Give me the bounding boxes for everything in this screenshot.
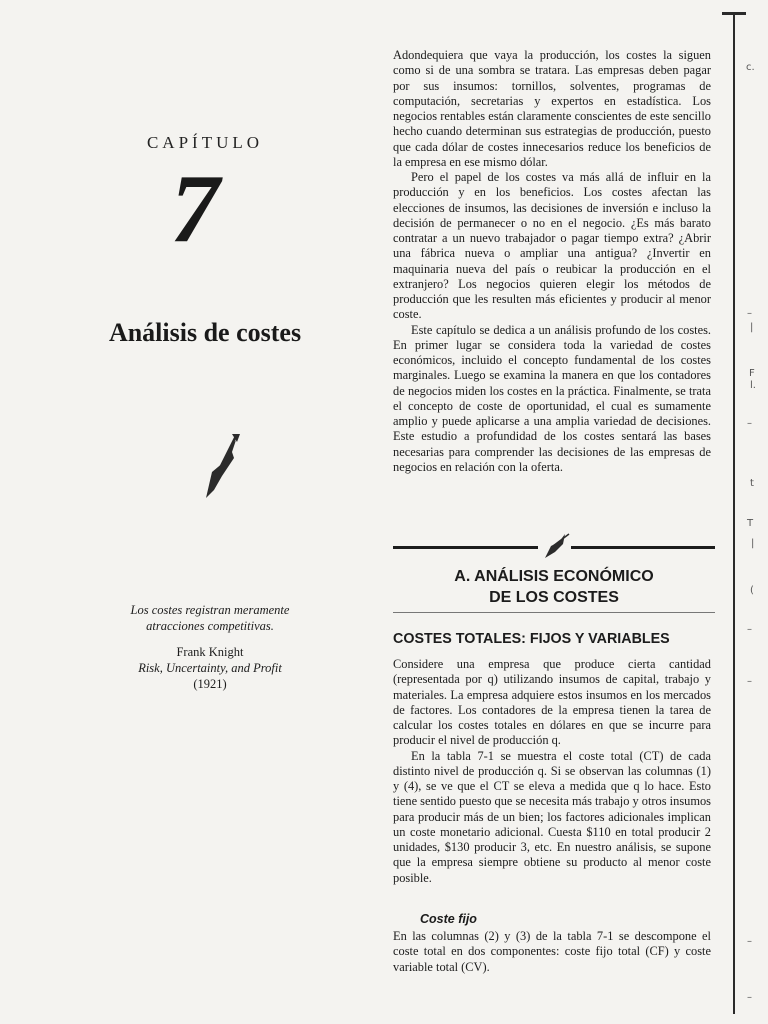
edge-mark: l. [750, 380, 756, 391]
chapter-label: CAPÍTULO [146, 133, 264, 152]
edge-mark: – [747, 936, 752, 947]
chapter-title: Análisis de costes [108, 318, 302, 347]
epigraph-quote-line-2: atracciones competitivas. [146, 619, 274, 633]
section-heading [393, 566, 715, 608]
intro-paragraph-2: Pero el papel de los costes va más allá de influir en la producción y en los beneficios. Los costes afectan las elecciones de insumos, las decisiones de inversión e incluso la decisión de permanecer o no en el negocio. ¿Es más barato contratar a un nuevo trabajador o pagar tiempo extra? ¿Abrir una fábrica nueva o ampliar una antigua? ¿Invertir en maquinaria nueva del país o reubicar la producción en el extranjero? Los negocios quieren elegir los métodos de producción que les resulten más eficientes y producir al menor coste. [393, 170, 711, 322]
section-divider-icon [393, 532, 715, 562]
edge-mark: | [751, 538, 755, 549]
intro-text [393, 48, 711, 475]
epigraph-year: (1921) [193, 677, 227, 691]
edge-mark: F [749, 368, 755, 379]
section-text [393, 657, 711, 886]
intro-paragraph-3: Este capítulo se dedica a un análisis profundo de los costes. En primer lugar se considera toda la variedad de costes económicos, incluido el concepto fundamental de los costes marginales. Luego se examina la manera en que los contadores de negocios miden los costes en la práctica. Finalmente, se trata el concepto de coste de oportunidad, el cual es sumamente amplio y puede aplicarse a una amplia variedad de decisiones. Este estudio a profundidad de los costes sentará las bases necesarias para comprender las decisiones de las empresas de negocios en relación con la oferta. [393, 322, 711, 474]
page-edge-line [733, 14, 735, 1014]
epigraph-author: Frank Knight [176, 645, 244, 659]
edge-mark: T [747, 518, 754, 529]
section-heading-line-2: DE LOS COSTES [489, 589, 619, 606]
edge-mark: t [750, 478, 754, 489]
chapter-number: 7 [170, 155, 220, 263]
edge-mark: – [747, 418, 752, 429]
edge-mark: – [747, 676, 752, 687]
edge-mark: – [747, 624, 752, 635]
edge-mark: ( [750, 585, 754, 596]
section-paragraph-1: Considere una empresa que produce cierta cantidad (representada por q) utilizando insumos de capital, trabajo y materiales. La empresa adquiere estos insumos en los mercados de factores. Los contadores de la empresa tienen la tarea de calcular los costes totales en dólares en que se incurre para producir el nivel de producción q. [393, 657, 711, 748]
epigraph-book: Risk, Uncertainty, and Profit [138, 661, 282, 675]
heading-rule [393, 612, 715, 613]
edge-mark: | [750, 322, 754, 333]
epigraph-quote-line-1: Los costes registran meramente [130, 603, 290, 617]
intro-paragraph-1: Adondequiera que vaya la producción, los costes la siguen como si de una sombra se tratara. Las empresas deben pagar por sus insumos: tornillos, solventes, programas de computación, secretarias y expertos en estadística. Los negocios rentables están claramente conscientes de este sencillo hecho cuando determinan sus estrategias de producción, puesto que cada dólar de costes innecesarios reduce los beneficios de la empresa en ese mismo dólar. [393, 48, 711, 169]
edge-mark: – [747, 992, 752, 1003]
quill-logo-icon [196, 432, 246, 504]
section-heading-line-1: A. ANÁLISIS ECONÓMICO [454, 568, 654, 585]
edge-mark: – [747, 308, 752, 319]
sub-subheading: Coste fijo [420, 912, 477, 926]
epigraph [100, 602, 320, 692]
section-paragraph-2: En la tabla 7-1 se muestra el coste total (CT) de cada distinto nivel de producción q. Si se observan las columnas (1) y (4), se ve que el CT se eleva a medida que q lo hace. Esto tiene sentido puesto que se necesita más trabajo y otros insumos para producir más de un bien; los factores adicionales implican un coste monetario adicional. Cuesta $110 en total producir 2 unidades, $130 producir 3, etc. En nuestro análisis, se supone que la empresa siempre obtiene su producto al menor coste posible. [393, 748, 711, 885]
subheading: COSTES TOTALES: FIJOS Y VARIABLES [393, 631, 670, 647]
edge-mark: c. [746, 62, 755, 73]
subsection-text [393, 929, 711, 975]
subsection-paragraph-1: En las columnas (2) y (3) de la tabla 7-1 se descompone el coste total en dos componentes: coste fijo total (CF) y coste variable total (CV). [393, 929, 711, 974]
